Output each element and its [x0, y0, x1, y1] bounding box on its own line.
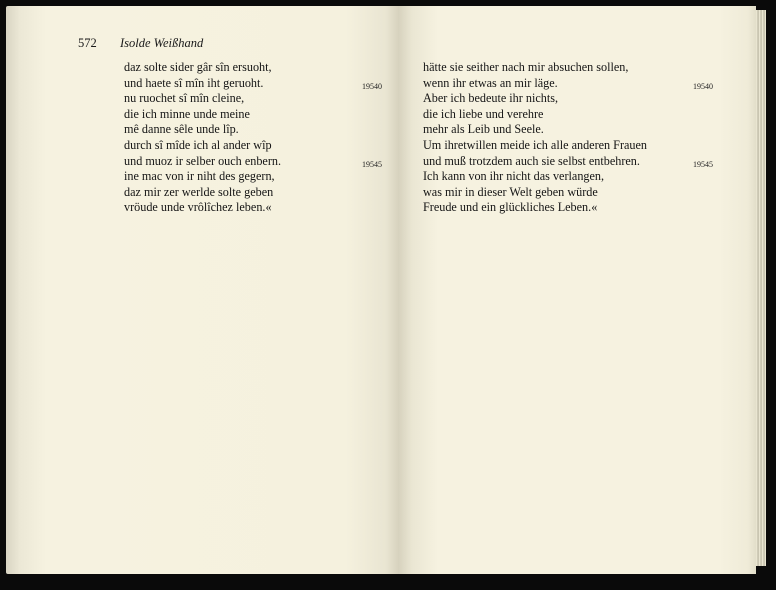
verse-text: mê danne sêle unde lîp.: [124, 122, 239, 137]
left-page: [6, 6, 398, 574]
translation-lines: [423, 60, 713, 216]
line-number: 19545: [362, 159, 382, 169]
verse-line: [423, 138, 647, 154]
line-number: 19540: [362, 81, 382, 91]
verse-text: vröude unde vrôlîchez leben.«: [124, 200, 272, 215]
verse-text: wenn ihr etwas an mir läge.: [423, 75, 558, 90]
verse-line: [124, 153, 382, 170]
open-book: [6, 6, 766, 574]
verse-text: Aber ich bedeute ihr nichts,: [423, 91, 559, 106]
page-edges: [756, 10, 766, 566]
right-page: [398, 6, 756, 574]
verse-line: [423, 153, 713, 170]
verse-text: ine mac von ir niht des gegern,: [124, 169, 275, 184]
verse-text: mehr als Leib und Seele.: [423, 122, 544, 137]
verse-text: daz mir zer werlde solte geben: [124, 184, 274, 199]
line-number: 19540: [693, 81, 713, 91]
verse-line: [124, 60, 281, 76]
verse-line: [423, 75, 713, 92]
verse-line: [423, 91, 647, 107]
verse-line: [124, 138, 281, 154]
verse-line: [124, 169, 281, 185]
verse-text: nu ruochet sî mîn cleine,: [124, 91, 245, 106]
verse-text: die ich minne unde meine: [124, 106, 250, 121]
verse-text: daz solte sider gâr sîn ersuoht,: [124, 60, 272, 74]
verse-line: [423, 107, 647, 123]
verse-text: Ich kann von ihr nicht das verlangen,: [423, 169, 605, 184]
verse-line: [124, 185, 281, 201]
verse-line: [124, 107, 281, 123]
verse-line: [124, 122, 281, 138]
verse-text: durch sî mîde ich al ander wîp: [124, 137, 272, 152]
verse-line: [423, 169, 647, 185]
verse-line: [124, 200, 281, 216]
verse-lines: [124, 60, 382, 216]
running-title: Isolde Weißhand: [120, 36, 204, 50]
verse-line: [124, 75, 382, 92]
verse-text: und muß trotzdem auch sie selbst entbehren.: [423, 153, 640, 168]
verse-text: und muoz ir selber ouch enbern.: [124, 153, 282, 168]
verse-line: [423, 185, 647, 201]
verse-text: Um ihretwillen meide ich alle anderen Frauen: [423, 137, 648, 152]
verse-line: [423, 60, 647, 76]
verse-text: Freude und ein glückliches Leben.«: [423, 200, 598, 215]
verse-line: [423, 122, 647, 138]
verse-line: [124, 91, 281, 107]
verse-text: hätte sie seither nach mir absuchen sollen,: [423, 60, 629, 74]
verse-text: was mir in dieser Welt geben würde: [423, 184, 598, 199]
page-number: 572: [78, 36, 97, 50]
verse-text: und haete sî mîn iht geruoht.: [124, 75, 264, 90]
verse-text: die ich liebe und verehre: [423, 106, 544, 121]
verse-line: [423, 200, 647, 216]
line-number: 19545: [693, 159, 713, 169]
